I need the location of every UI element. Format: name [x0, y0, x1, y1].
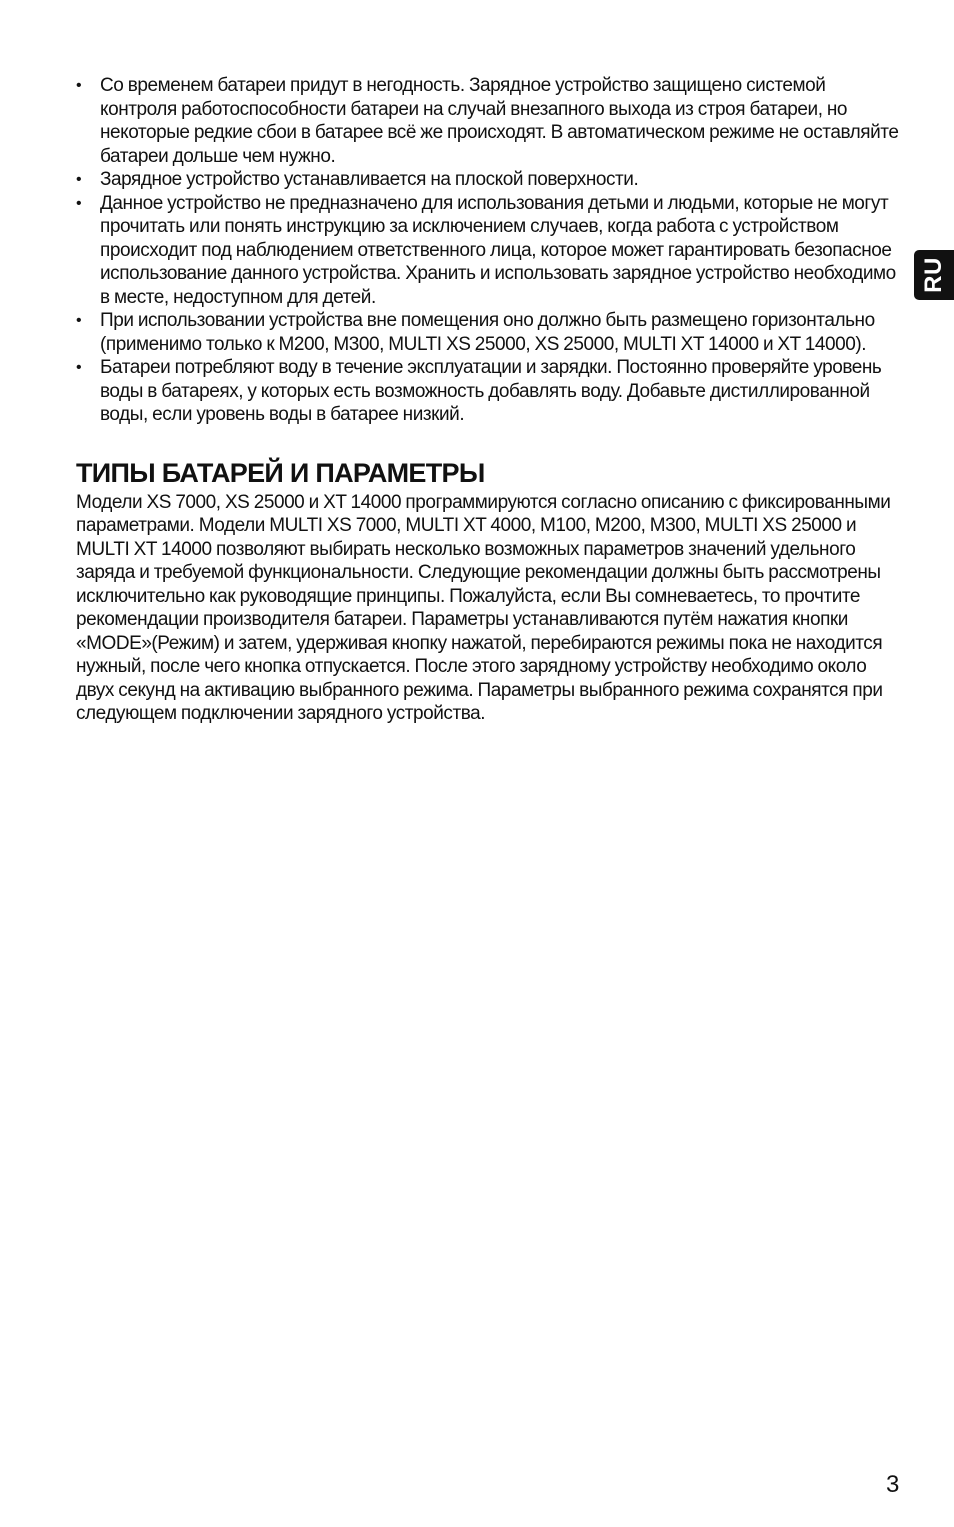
list-item-text: Батареи потребляют воду в течение эксплуатации и зарядки. Постоянно проверяйте уровень воды в батареях, у которых есть возможность добавлять воду. Добавьте дистиллированной воды, если уровень воды в батарее низкий.: [100, 357, 882, 425]
page-number: 3: [886, 1471, 900, 1498]
language-tab-label: RU: [919, 257, 947, 293]
section-body: Модели XS 7000, XS 25000 и XT 14000 программируются согласно описанию с фиксированными параметрами. Модели MULTI XS 7000, MULTI XT 4000, M100, M200, M300, MULTI XS 25000 и MULTI XT 14000 позволяют выбирать несколько возможных параметров значений удельного заряда и требуемой функциональности. Следующие рекомендации должны быть рассмотрены исключительно как руководящие принципы. Пожалуйста, если Вы сомневаетесь, то прочтите рекомендации производителя батареи. Параметры устанавливаются путём нажатия кнопки «MODE»(Режим) и затем, удерживая кнопку нажатой, перебираются режимы пока не находится нужный, после чего кнопка отпускается. После этого зарядному устройству необходимо около двух секунд на активацию выбранного режима. Параметры выбранного режима сохранятся при следующем подключении зарядного устройства.: [76, 491, 891, 724]
bullet-icon: •: [76, 77, 82, 94]
list-item: [76, 74, 904, 168]
bullet-icon: •: [76, 171, 82, 188]
safety-bullet-list: [76, 74, 904, 427]
list-item-text: Данное устройство не предназначено для использования детьми и людьми, которые не могут прочитать или понять инструкцию за исключением случаев, когда работа с устройством происходит под наблюдением ответственного лица, которое может гарантировать безопасное использование данного устройства. Хранить и использовать зарядное устройство необходимо в месте, недоступном для детей.: [100, 192, 896, 308]
language-tab: [914, 250, 954, 300]
bullet-icon: •: [76, 194, 82, 212]
list-item-text: Зарядное устройство устанавливается на плоской поверхности.: [100, 169, 639, 190]
list-item-text: При использовании устройства вне помещения оно должно быть размещено горизонтально (применимо только к M200, M300, MULTI XS 25000, XS 25000, MULTI XT 14000 и XT 14000).: [100, 310, 875, 355]
list-item: [76, 356, 904, 427]
list-item-text: Со временем батареи придут в негодность. Зарядное устройство защищено системой контроля работоспособности батареи на случай внезапного выхода из строя батареи, но некоторые редкие сбои в батарее всё же происходят. В автоматическом режиме не оставляйте батареи дольше чем нужно.: [100, 75, 899, 167]
list-item: [76, 168, 904, 192]
bullet-icon: •: [76, 359, 82, 376]
page-content: [76, 74, 904, 726]
list-item: [76, 309, 904, 356]
section-title: ТИПЫ БАТАРЕЙ И ПАРАМЕТРЫ: [76, 457, 485, 488]
bullet-icon: •: [76, 312, 82, 329]
list-item: [76, 192, 904, 310]
